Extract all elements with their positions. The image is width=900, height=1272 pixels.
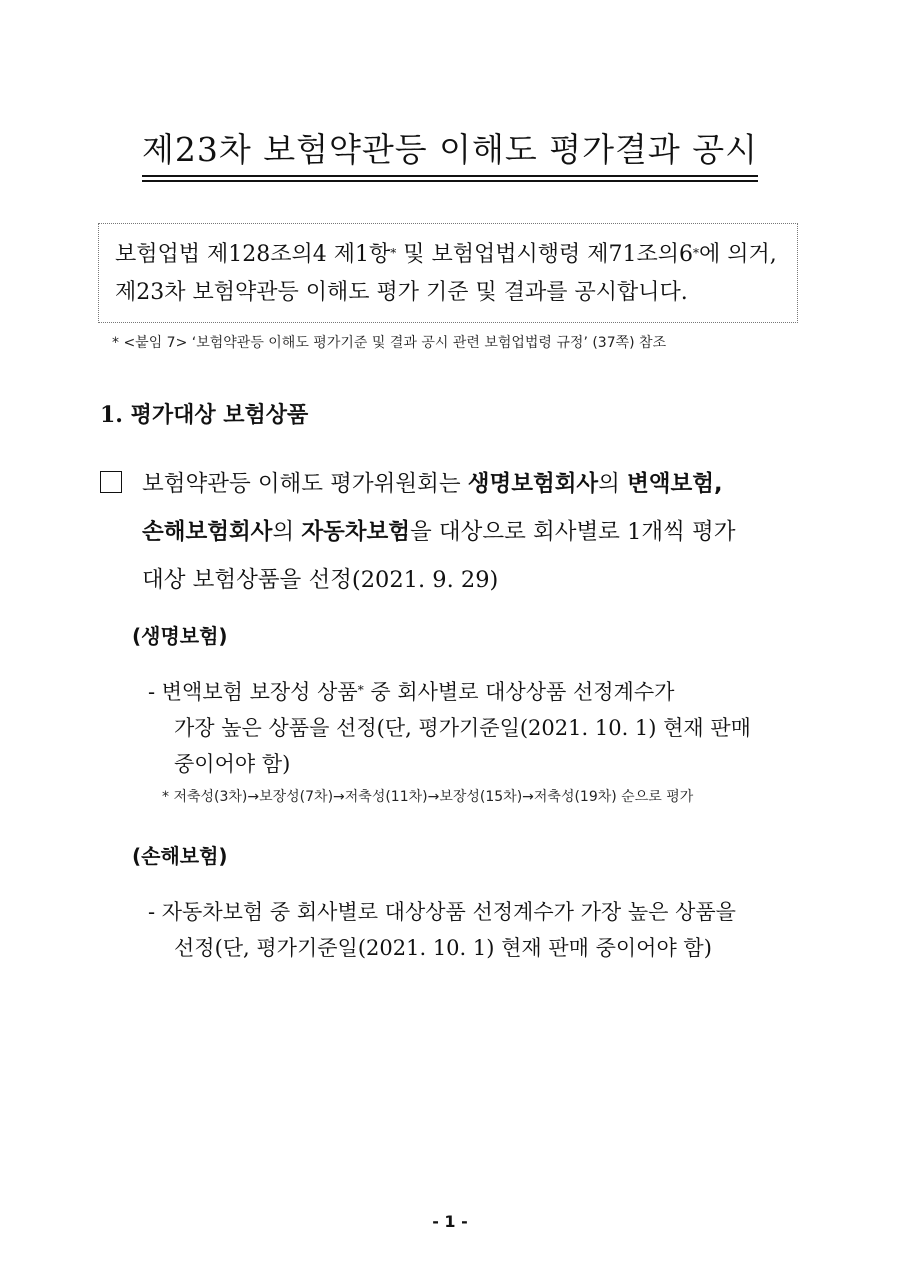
emphasis-text: 자동차보험: [301, 519, 410, 545]
paragraph-line-3: 대상 보험상품을 선정(2021. 9. 29): [142, 567, 499, 593]
page-number: - 1 -: [432, 1212, 468, 1231]
emphasis-text: 손해보험회사: [142, 519, 273, 545]
notice-text: 보험업법 제128조의4 제1항: [115, 242, 391, 267]
paragraph-line-1: [100, 460, 820, 508]
section-heading: 1. 평가대상 보험상품: [100, 402, 309, 428]
life-insurance-heading: (생명보험): [132, 624, 228, 648]
life-line-2: 가장 높은 상품을 선정(단, 평가기준일(2021. 10. 1) 현재 판매: [174, 716, 751, 740]
life-line-1: [148, 674, 751, 710]
life-text: - 변액보험 보장성 상품: [148, 680, 358, 704]
footnote-marker: *: [693, 246, 699, 260]
emphasis-text: 생명보험회사: [467, 471, 599, 497]
notice-line-1: [115, 236, 797, 274]
notice-box: [98, 223, 798, 323]
document-title-text: 제23차 보험약관등 이해도 평가결과 공시: [142, 124, 758, 177]
paragraph-line-2: [100, 508, 820, 556]
section-paragraph: [100, 460, 820, 604]
paragraph-text: 을 대상으로 회사별로 1개씩 평가: [410, 519, 736, 545]
nonlife-insurance-heading: (손해보험): [132, 844, 228, 868]
life-insurance-block: [148, 674, 751, 782]
nonlife-line-1: - 자동차보험 중 회사별로 대상상품 선정계수가 가장 높은 상품을: [148, 900, 736, 924]
notice-text: 및 보험업법시행령 제71조의6: [396, 242, 693, 267]
nonlife-insurance-block: [148, 894, 736, 966]
paragraph-text: 보험약관등 이해도 평가위원회는: [142, 471, 468, 497]
life-footnote: * 저축성(3차)→보장성(7차)→저축성(11차)→보장성(15차)→저축성(19차) 순으로 평가: [162, 789, 694, 805]
footnote-marker: *: [357, 683, 364, 697]
document-title: [0, 124, 900, 177]
notice-text: 에 의거,: [699, 242, 777, 267]
checkbox-bullet-icon: [100, 471, 122, 493]
nonlife-line-2: 선정(단, 평가기준일(2021. 10. 1) 현재 판매 중이어야 함): [174, 936, 712, 960]
footnote-marker: *: [390, 246, 397, 260]
footnote: * <붙임 7> ‘보험약관등 이해도 평가기준 및 결과 공시 관련 보험업법령 규정’ (37쪽) 참조: [112, 335, 667, 351]
notice-line-2: 제23차 보험약관등 이해도 평가 기준 및 결과를 공시합니다.: [115, 280, 688, 305]
paragraph-text: 의: [272, 519, 302, 545]
life-text: 중 회사별로 대상상품 선정계수가: [363, 680, 675, 704]
paragraph-text: 의: [598, 471, 628, 497]
emphasis-text: 변액보험,: [627, 471, 723, 497]
life-line-3: 중이어야 함): [174, 752, 291, 776]
